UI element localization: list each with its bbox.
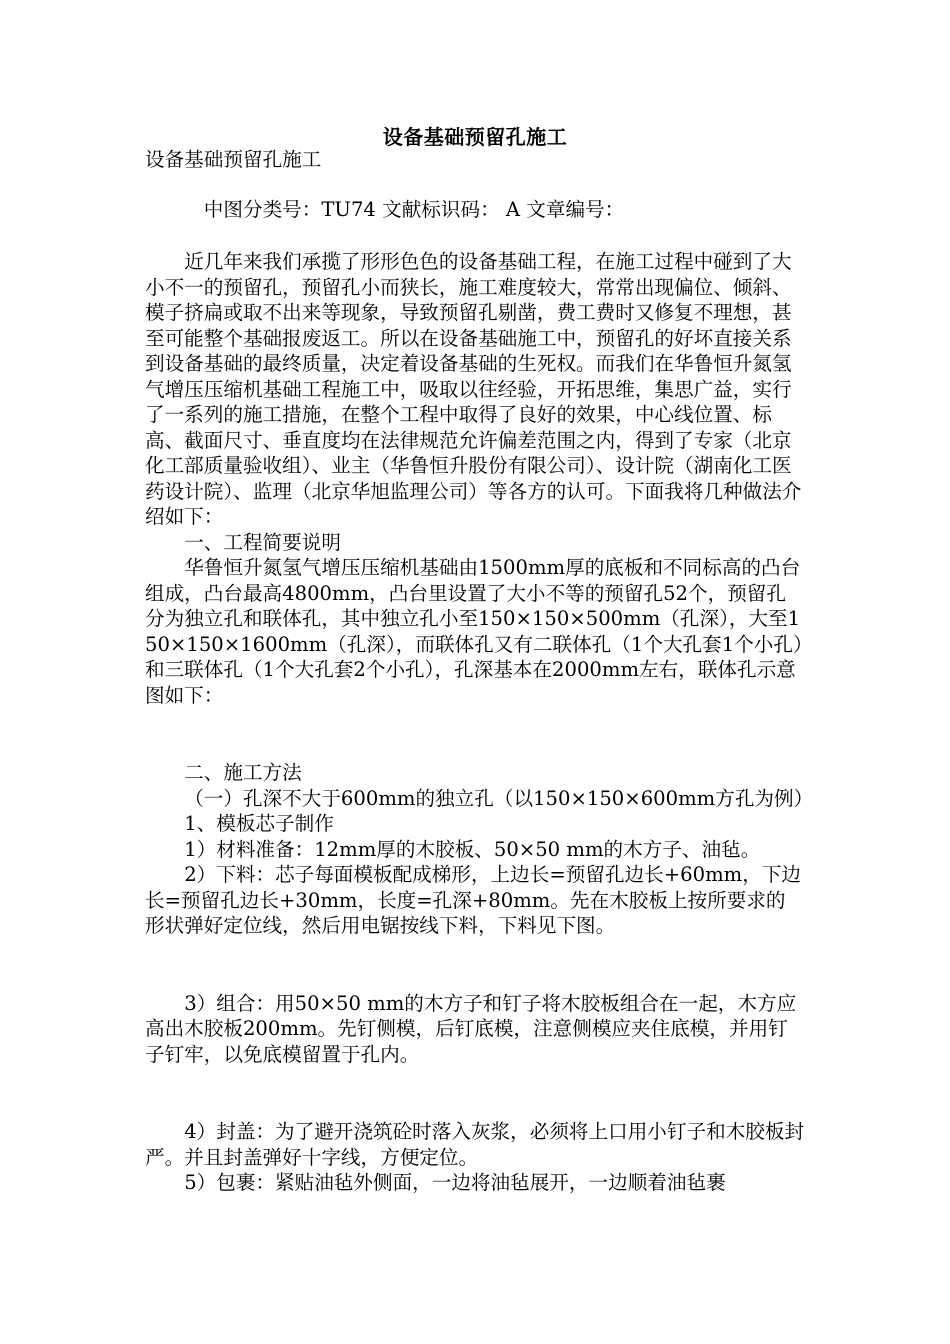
classification-line: 中图分类号：TU74 文献标识码： A 文章编号：: [203, 197, 625, 221]
section1-heading: 一、工程简要说明: [184, 530, 341, 554]
intro-paragraph: 近几年来我们承揽了形形色色的设备基础工程，在施工过程中碰到了大小不一的预留孔，预留孔小而狭长，施工难度较大，常常出现偏位、倾斜、模子挤扁或取不出来等现象，导致预留孔剔凿，费工费时又修复不理想，甚至可能整个基础报废返工。所以在设备基础施工中，预留孔的好坏直接关系到设备基础的最终质量，决定着设备基础的生死权。而我们在华鲁恒升氮氢气增压压缩机基础工程施工中，吸取以往经验，开拓思维，集思广益，实行了一系列的施工措施，在整个工程中取得了良好的效果，中心线位置、标高、截面尺寸、垂直度均在法律规范允许偏差范围之内，得到了专家（北京化工部质量验收组）、业主（华鲁恒升股份有限公司）、设计院（湖南化工医药设计院）、监理（北京华旭监理公司）等各方的认可。下面我将几种做法介绍如下：: [145, 250, 802, 528]
step1-heading: 1、模板芯子制作: [184, 812, 334, 835]
section2-heading: 二、施工方法: [184, 761, 302, 784]
section2-subheading: （一）孔深不大于600mm的独立孔（以150×150×600mm方孔为例）: [184, 786, 814, 810]
spacer: [145, 173, 805, 197]
document-body: [145, 147, 814, 1196]
document-subtitle: 设备基础预留孔施工: [145, 148, 322, 171]
step1-cutting: 2）下料：芯子每面模板配成梯形，上边长=预留孔边长+60mm，下边长=预留孔边长+30mm，长度=孔深+80mm。先在木胶板上按所要求的形状弹好定位线，然后用电锯按线下料，下料见下图。: [145, 863, 802, 937]
step1-materials: 1）材料准备：12mm厚的木胶板、50×50 mm的木方子、油毡。: [184, 837, 761, 861]
figure-placeholder: [145, 1067, 805, 1119]
step1-wrap: 5）包裹：紧贴油毡外侧面，一边将油毡展开，一边顺着油毡裹: [184, 1171, 726, 1194]
step1-cover: 4）封盖：为了避开浇筑砼时落入灰浆，必须将上口用小钉子和木胶板封严。并且封盖弹好十字线，方便定位。: [145, 1120, 805, 1169]
figure-placeholder: [145, 939, 805, 991]
figure-placeholder: [145, 708, 805, 760]
section1-paragraph: 华鲁恒升氮氢气增压压缩机基础由1500mm厚的底板和不同标高的凸台组成，凸台最高4800mm，凸台里设置了大小不等的预留孔52个，预留孔分为独立孔和联体孔，其中独立孔小至150×150×500mm（孔深），大至150×150×1600mm（孔深），而联体孔又有二联体孔（1个大孔套1个小孔）和三联体孔（1个大孔套2个小孔），孔深基本在2000mm左右，联体孔示意图如下：: [145, 556, 803, 707]
document-title: 设备基础预留孔施工: [382, 125, 568, 149]
step1-assembly: 3）组合：用50×50 mm的木方子和钉子将木胶板组合在一起，木方应高出木胶板200mm。先钉侧模，后钉底模，注意侧模应夹住底模，并用钉子钉牢，以免底模留置于孔内。: [145, 991, 797, 1066]
spacer: [145, 222, 805, 249]
